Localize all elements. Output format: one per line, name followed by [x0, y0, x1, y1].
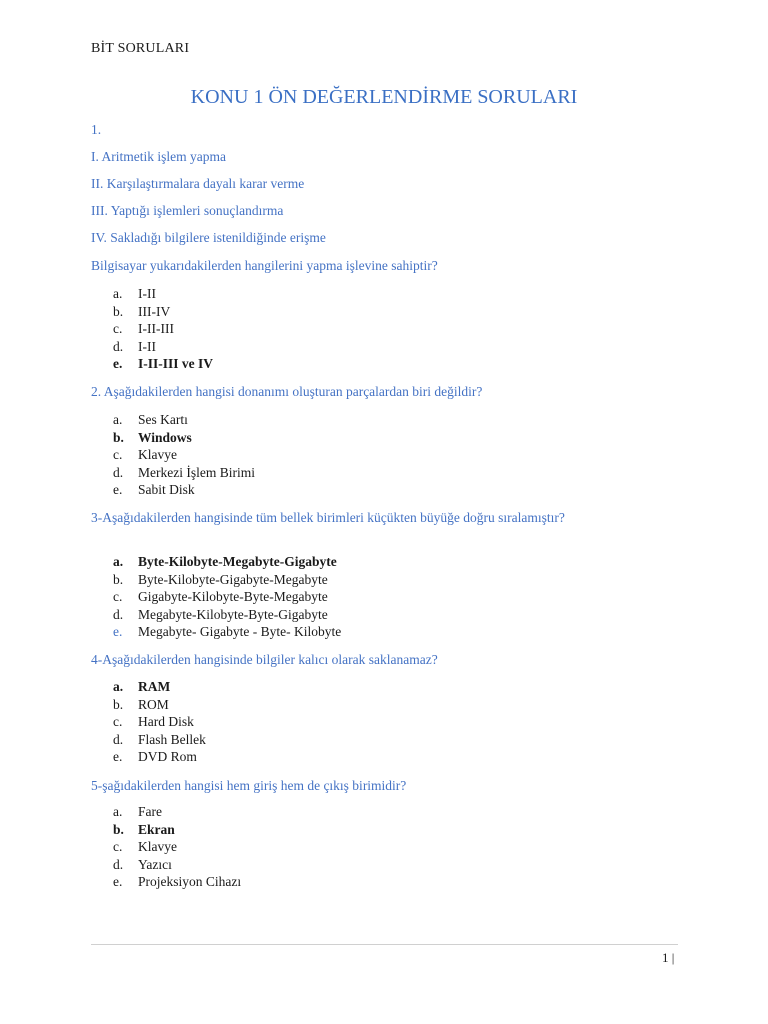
option-c: c. Klavye	[113, 839, 177, 855]
option-b-correct: b. Windows	[113, 429, 192, 445]
question-1-number: 1.	[91, 122, 102, 137]
option-c: c. Gigabyte-Kilobyte-Byte-Megabyte	[113, 589, 328, 605]
option-a: a. Fare	[113, 804, 162, 819]
option-e: e. Sabit Disk	[113, 482, 195, 498]
option-c: c. Hard Disk	[113, 714, 194, 730]
option-b: b. III-IV	[113, 303, 171, 319]
question-1-options	[91, 285, 213, 373]
option-d: d. Yazıcı	[113, 856, 172, 872]
document-title: KONU 1 ÖN DEĞERLENDİRME SORULARI	[190, 86, 578, 108]
statement-2: II. Karşılaştırmalara dayalı karar verme	[91, 176, 305, 191]
statement-4: IV. Sakladığı bilgilere istenildiğinde erişme	[91, 230, 326, 245]
question-4-text: 4-Aşağıdakilerden hangisinde bilgiler kalıcı olarak saklanamaz?	[91, 652, 438, 667]
option-b-correct: b. Ekran	[113, 821, 175, 837]
question-5-options	[91, 803, 241, 891]
option-b: b. Byte-Kilobyte-Gigabyte-Megabyte	[113, 571, 328, 587]
option-c: c. I-II-III	[113, 321, 174, 337]
option-b: b. ROM	[113, 696, 169, 712]
question-4-options	[91, 678, 206, 766]
option-a: a. Ses Kartı	[113, 412, 188, 427]
option-d: d. Megabyte-Kilobyte-Byte-Gigabyte	[113, 606, 328, 622]
option-d: d. Flash Bellek	[113, 731, 206, 747]
question-5-text: 5-şağıdakilerden hangisi hem giriş hem de çıkış birimidir?	[91, 778, 407, 793]
option-e: e. DVD Rom	[113, 749, 197, 765]
running-header: BİT SORULARI	[91, 41, 190, 56]
option-d: d. Merkezi İşlem Birimi	[113, 464, 255, 480]
statement-1: I. Aritmetik işlem yapma	[91, 149, 226, 164]
question-3-options	[91, 553, 341, 641]
question-2-options	[91, 411, 255, 499]
option-a-correct: a. RAM	[113, 679, 171, 694]
option-e-correct: e. I-II-III ve IV	[113, 356, 214, 372]
question-1-text: Bilgisayar yukarıdakilerden hangilerini yapma işlevine sahiptir?	[91, 258, 438, 273]
page-number: 1 |	[662, 950, 675, 965]
option-c: c. Klavye	[113, 447, 177, 463]
option-a: a. I-II	[113, 286, 156, 301]
question-2-text: 2. Aşağıdakilerden hangisi donanımı oluşturan parçalardan biri değildir?	[91, 384, 483, 399]
option-a-correct: a. Byte-Kilobyte-Megabyte-Gigabyte	[113, 554, 337, 569]
option-d: d. I-II	[113, 338, 156, 354]
option-e: e. Megabyte- Gigabyte - Byte- Kilobyte	[113, 624, 342, 640]
option-e: e. Projeksiyon Cihazı	[113, 874, 242, 890]
footer-divider	[91, 944, 678, 945]
question-3-text: 3-Aşağıdakilerden hangisinde tüm bellek birimleri küçükten büyüğe doğru sıralamıştır?	[91, 510, 565, 525]
statement-3: III. Yaptığı işlemleri sonuçlandırma	[91, 203, 284, 218]
